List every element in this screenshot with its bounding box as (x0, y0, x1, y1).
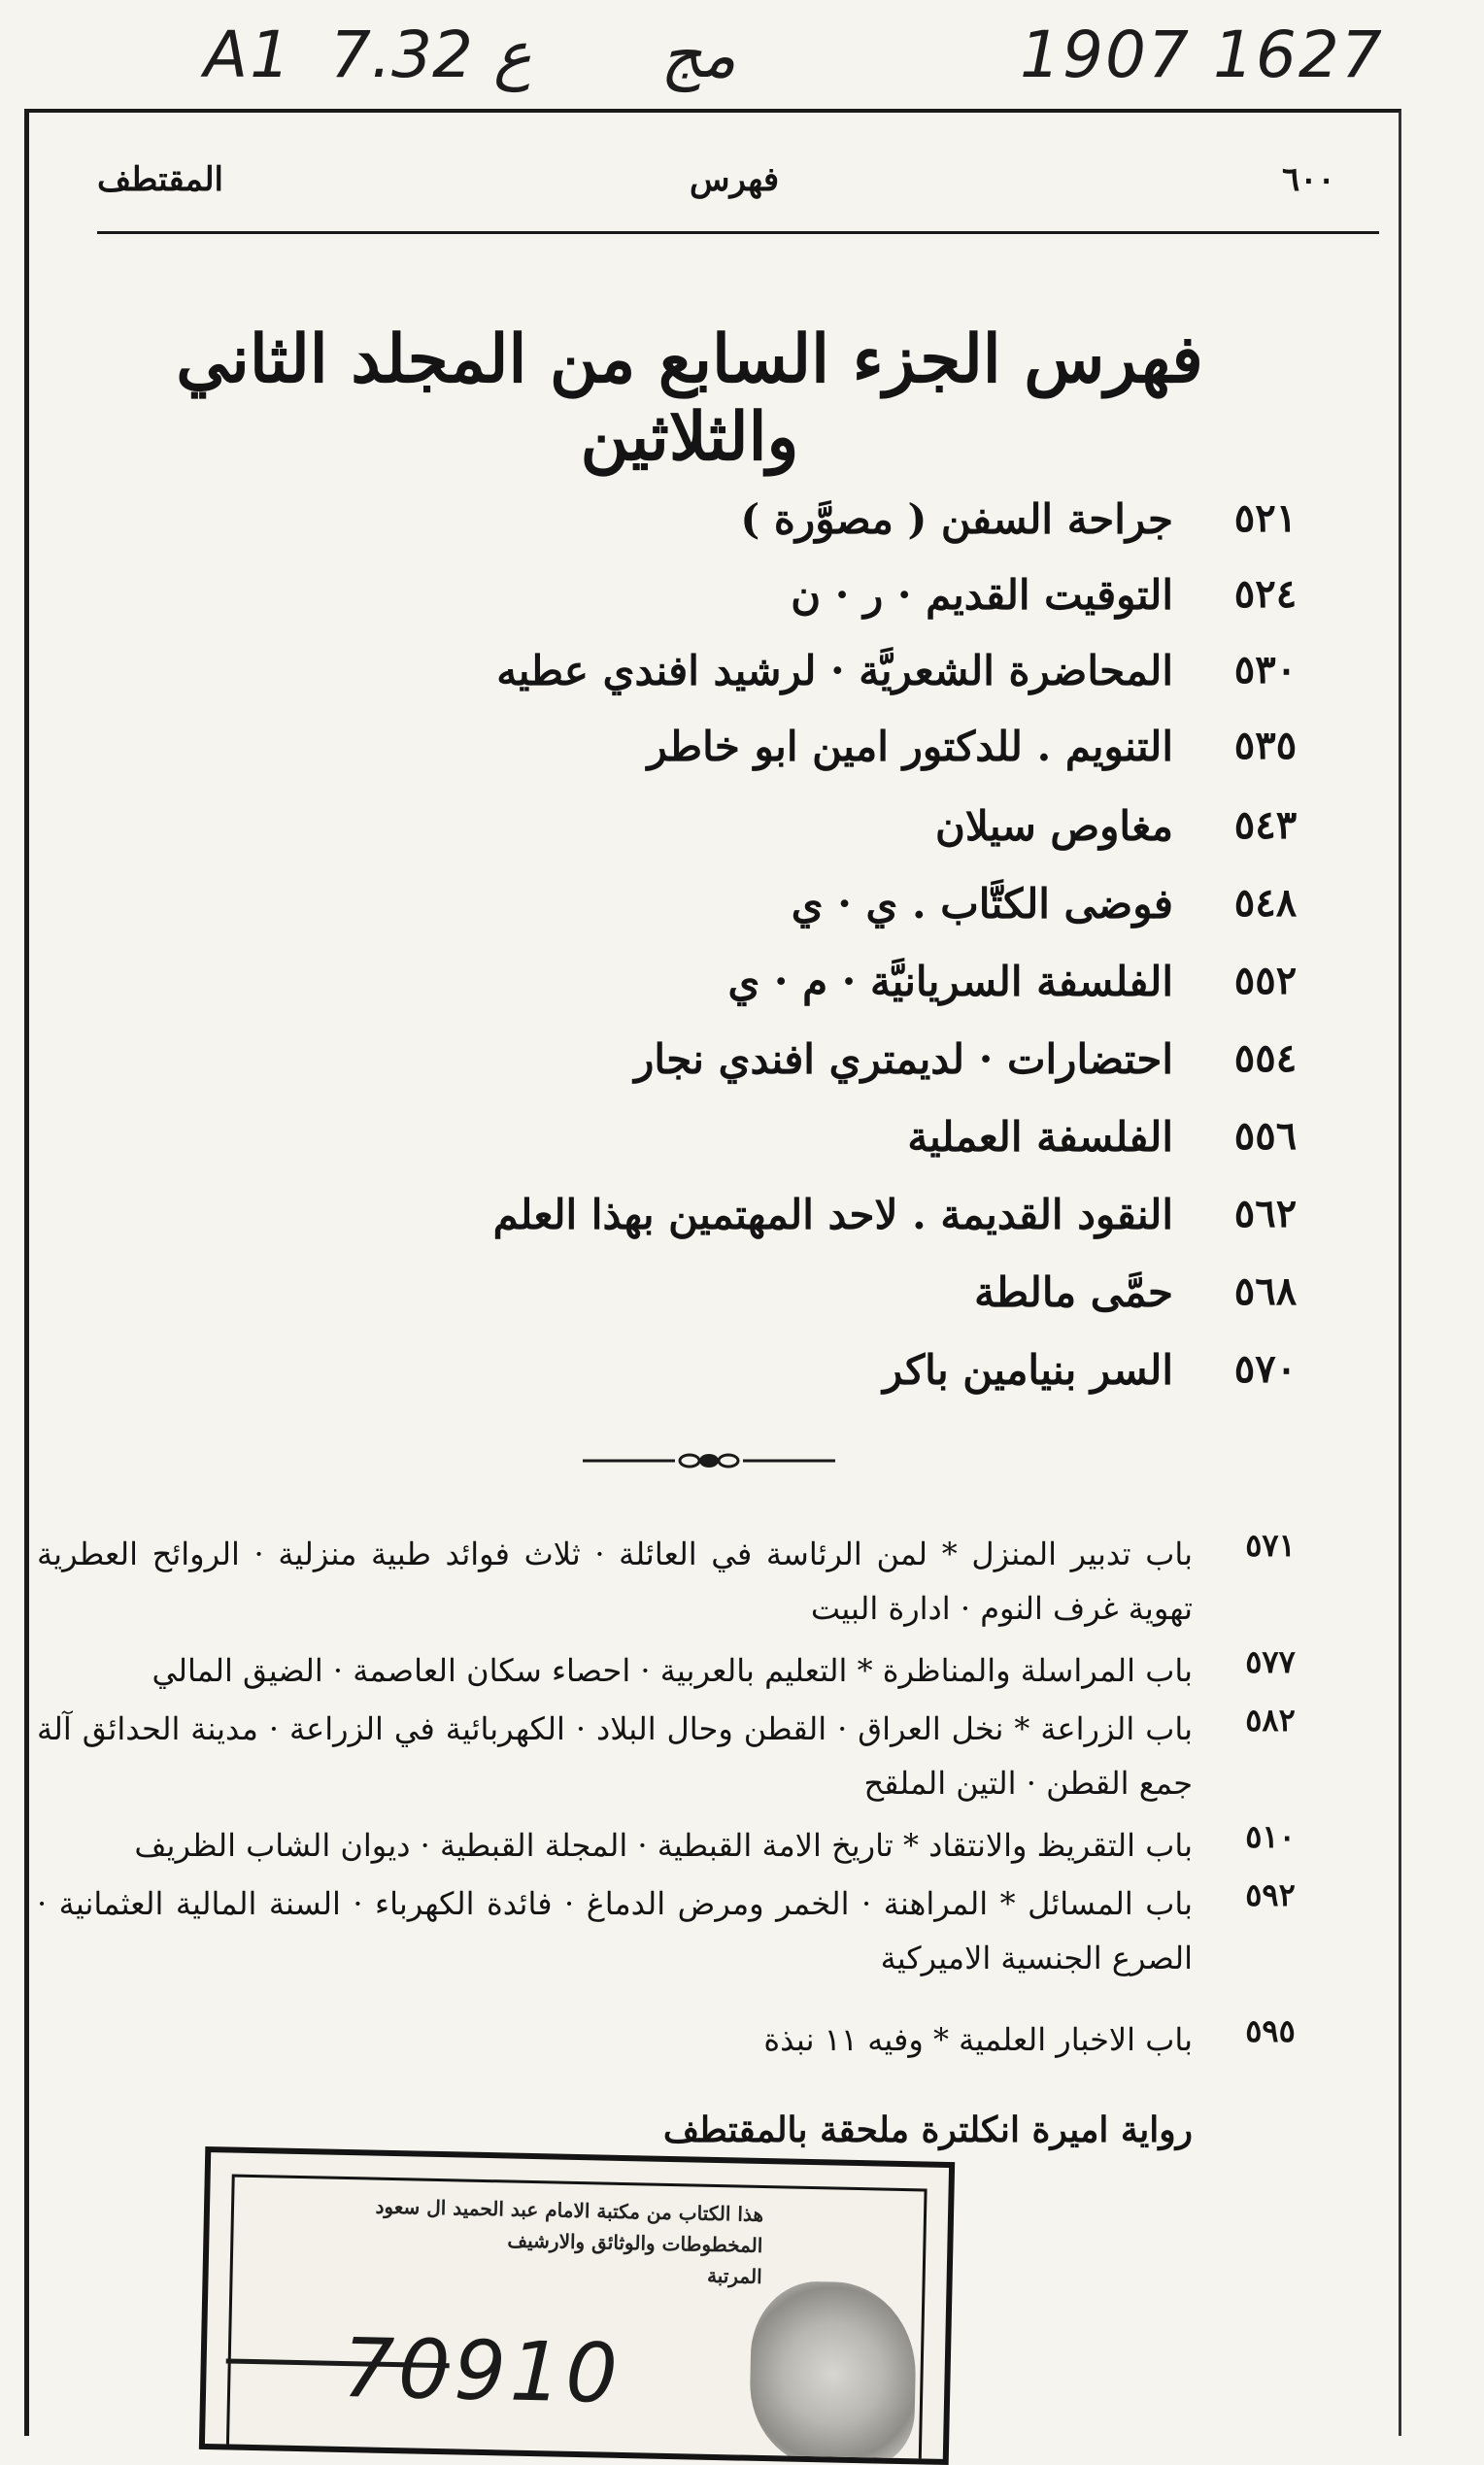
page-title: فهرس الجزء السابع من المجلد الثاني والثلاثين (176, 321, 1203, 476)
handwritten-code-c: مج (660, 17, 736, 92)
entry-title: النقود القديمة . لاحد المهتمين بهذا العلم (492, 1191, 1173, 1238)
entry-title: التنويم . للدكتور امين ابو خاطر (647, 723, 1173, 770)
handwritten-code-d: 1907 1627 (1020, 17, 1384, 92)
section-page: ٥١٠ (1245, 1818, 1296, 1855)
list-item (0, 1113, 1484, 1181)
stamp-line-1: هذا الكتاب من مكتبة الامام عبد الحميد ال سعود (375, 2194, 764, 2226)
list-item (0, 958, 1484, 1026)
entry-page: ٥٢١ (1233, 495, 1298, 541)
list-item (0, 647, 1484, 715)
section-page: ٥٩٥ (1245, 2012, 1296, 2049)
stamp-line-3: المرتبة (706, 2263, 762, 2288)
entry-page: ٥٦٨ (1233, 1268, 1298, 1314)
entry-title: احتضارات · لديمتري افندي نجار (634, 1035, 1173, 1083)
list-item (0, 802, 1484, 870)
section-text: باب المسائل * المراهنة · الخمر ومرض الدماغ · فائدة الكهرباء · السنة المالية العثمانية · الصرع الجنسية الاميركية (37, 1885, 1193, 1976)
list-item (0, 1346, 1484, 1414)
list-item (0, 723, 1484, 791)
section-text: باب الزراعة * نخل العراق · القطن وحال البلاد · الكهربائية في الزراعة · مدينة الحدائق آلة جمع القطن · التين الملقح (37, 1710, 1193, 1802)
list-item (0, 1035, 1484, 1103)
running-head (97, 160, 1379, 219)
section-page: ٥٧٧ (1245, 1643, 1296, 1680)
entry-title: مغاوص سيلان (934, 802, 1173, 850)
section-page: ٥٧١ (1245, 1527, 1296, 1564)
entry-page: ٥٥٦ (1233, 1113, 1298, 1159)
library-stamp (199, 2146, 955, 2465)
list-item (0, 1268, 1484, 1336)
entry-title: الفلسفة العملية (907, 1113, 1173, 1161)
entry-page: ٥٦٢ (1233, 1191, 1298, 1236)
handwritten-code-b: 7.ع 32 (330, 17, 532, 92)
list-item (0, 495, 1484, 563)
section-page: ٥٩٢ (1245, 1876, 1296, 1913)
section-text: باب المراسلة والمناظرة * التعليم بالعربية · احصاء سكان العاصمة · الضيق المالي (152, 1652, 1193, 1689)
ornament-divider (583, 1449, 835, 1472)
header-rule (97, 231, 1379, 234)
stamp-line-2: المخطوطات والوثائق والارشيف (507, 2228, 763, 2257)
header-page-number: ٦٠٠ (1282, 160, 1335, 199)
list-item (0, 571, 1484, 639)
list-item (0, 880, 1484, 948)
handwritten-code-a: A1 (204, 17, 293, 92)
supplement-note: رواية اميرة انكلترة ملحقة بالمقتطف (662, 2110, 1193, 2150)
header-center: فهرس (690, 160, 780, 199)
entry-page: ٥٥٤ (1233, 1035, 1298, 1081)
entry-page: ٥٤٨ (1233, 880, 1298, 926)
entry-page: ٥٣٠ (1233, 647, 1298, 692)
section-text: باب تدبير المنزل * لمن الرئاسة في العائلة · ثلاث فوائد طبية منزلية · الروائح العطرية تهوية غرف النوم · ادارة البيت (37, 1536, 1193, 1627)
section-text: باب التقريظ والانتقاد * تاريخ الامة القبطية · المجلة القبطية · ديوان الشاب الظريف (134, 1827, 1193, 1864)
entry-title: الفلسفة السريانيَّة · م · ي (727, 958, 1173, 1005)
section-page: ٥٨٢ (1245, 1702, 1296, 1739)
entry-page: ٥٣٥ (1233, 723, 1298, 768)
list-item (0, 1191, 1484, 1259)
entry-page: ٥٧٠ (1233, 1346, 1298, 1392)
entry-title: التوقيت القديم · ر · ن (791, 571, 1173, 619)
entry-title: حمَّى مالطة (974, 1268, 1173, 1316)
entry-page: ٥٤٣ (1233, 802, 1298, 848)
entry-page: ٥٥٢ (1233, 958, 1298, 1003)
entry-title: السر بنيامين باكر (883, 1346, 1173, 1394)
entry-page: ٥٢٤ (1233, 571, 1298, 617)
header-journal: المقتطف (97, 160, 224, 199)
entry-title: فوضى الكتَّاب . ي · ي (791, 880, 1173, 928)
entry-title: المحاضرة الشعريَّة · لرشيد افندي عطيه (496, 647, 1173, 694)
section-text: باب الاخبار العلمية * وفيه ١١ نبذة (763, 2021, 1193, 2058)
stamp-accession-number: 70910 (341, 2319, 623, 2421)
stamp-text (295, 2189, 763, 2292)
entry-title: جراحة السفن ( مصوَّرة ) (740, 495, 1173, 543)
